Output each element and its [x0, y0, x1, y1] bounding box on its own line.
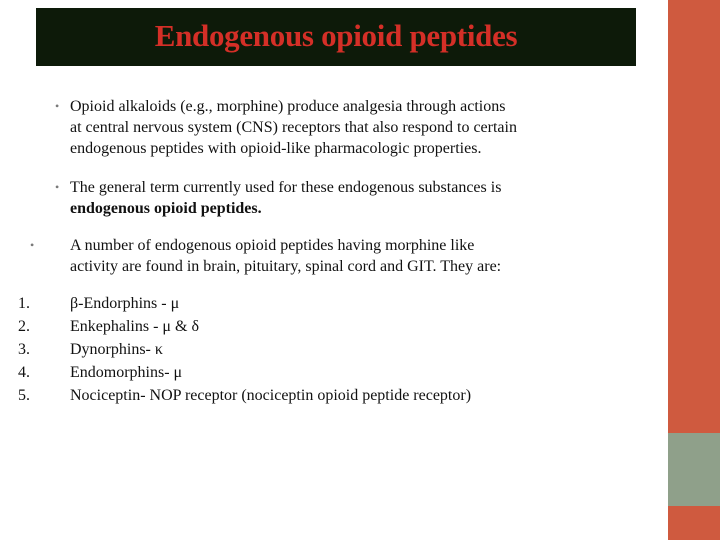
list-text: Enkephalins - μ & δ — [70, 318, 199, 335]
list-item — [0, 316, 660, 338]
bullet-dot-icon: • — [55, 99, 60, 113]
list-number: 5. — [18, 387, 30, 404]
list-text: Dynorphins- κ — [70, 341, 163, 358]
bullet-dot-icon: • — [30, 238, 35, 252]
list-item — [0, 362, 660, 384]
list-item — [0, 339, 660, 361]
bullet-bold-term: endogenous opioid peptides. — [70, 200, 262, 217]
bullet-line: at central nervous system (CNS) receptors that also respond to certain — [70, 119, 517, 136]
bullet-item-2 — [55, 177, 502, 219]
list-text: Nociceptin- NOP receptor (nociceptin opioid peptide receptor) — [70, 387, 472, 404]
list-number: 2. — [18, 318, 30, 335]
bullet-line: endogenous peptides with opioid-like pharmacologic properties. — [70, 140, 482, 157]
list-item — [0, 385, 660, 407]
bullet-item-1 — [55, 96, 517, 159]
list-number: 1. — [18, 295, 30, 312]
list-number: 3. — [18, 341, 30, 358]
slide-title: Endogenous opioid peptides — [154, 18, 518, 53]
list-number: 4. — [18, 364, 30, 381]
bullet-line: Opioid alkaloids (e.g., morphine) produce analgesia through actions — [70, 98, 506, 115]
bullet-item-3 — [30, 235, 502, 277]
list-text: Endomorphins- μ — [70, 364, 183, 381]
decorative-right-bar-accent — [668, 433, 720, 506]
bullet-line: activity are found in brain, pituitary, spinal cord and GIT. They are: — [70, 258, 502, 275]
list-text: β-Endorphins - μ — [70, 295, 180, 312]
bullet-line: The general term currently used for these endogenous substances is — [70, 179, 502, 196]
bullet-line: A number of endogenous opioid peptides having morphine like — [70, 237, 475, 254]
bullet-dot-icon: • — [55, 180, 60, 194]
list-item — [0, 293, 660, 315]
